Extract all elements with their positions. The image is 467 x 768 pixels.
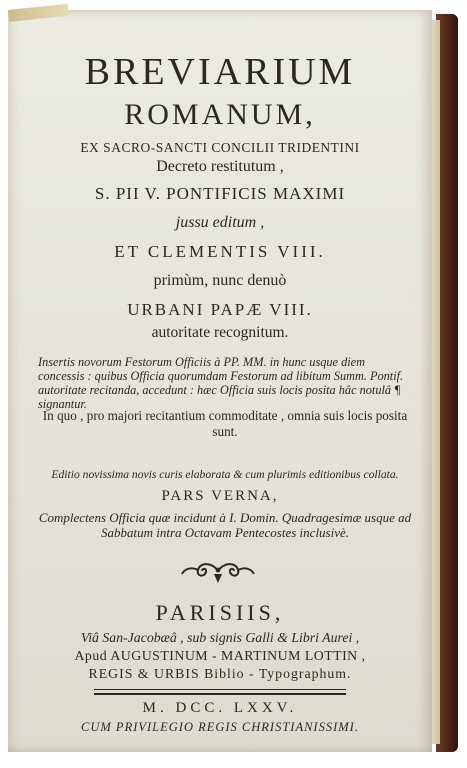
pope-clement-line: ET CLEMENTIS VIII. <box>114 242 326 261</box>
publication-year: M. DCC. LXXV. <box>142 700 298 716</box>
insertis-paragraph: Insertis novorum Festorum Officiis à PP. MM. in hunc usque diem concessis : quibus Officia quorumdam Festorum ad libitum Summ. Pontif. autoritate recitanda, accedunt : hæc Officia suis locis posita hâc notulâ ¶ signantur. <box>38 355 404 411</box>
fleuron-ornament <box>178 558 258 584</box>
bookmark-ribbon <box>8 4 69 22</box>
council-line: EX SACRO-SANCTI CONCILII TRIDENTINI <box>80 140 360 155</box>
autoritate-line: autoritate recognitum. <box>151 324 289 341</box>
royal-privilege: CUM PRIVILEGIO REGIS CHRISTIANISSIMI. <box>81 720 359 734</box>
decree-line: Decreto restitutum , <box>156 158 284 175</box>
double-rule-bottom <box>94 693 346 695</box>
publisher-address: Viâ San-Jacobæâ , sub signis Galli & Libri Aurei , <box>80 630 360 645</box>
part-description: Complectens Officia quæ incidunt à I. Domin. Quadragesimæ usque ad Sabbatum intra Octavam Pentecostes inclusivè. <box>38 510 412 540</box>
printer-name: Apud AUGUSTINUM - MARTINUM LOTTIN , <box>74 648 366 663</box>
double-rule-top <box>94 689 346 690</box>
book-title: BREVIARIUM <box>84 51 356 93</box>
jussu-line: jussu editum , <box>175 214 265 231</box>
part-heading: PARS VERNA, <box>161 488 279 504</box>
book-subtitle: ROMANUM, <box>124 98 316 131</box>
place-of-publication: PARISIIS, <box>155 600 285 625</box>
title-page <box>8 10 432 752</box>
in-quo-paragraph: In quo , pro majori recitantium commoditate , omnia suis locis posita sunt. <box>42 408 408 439</box>
printer-title: REGIS & URBIS Biblio - Typographum. <box>88 666 352 681</box>
pope-urban-line: URBANI PAPÆ VIII. <box>127 300 313 319</box>
edition-note: Editio novissima novis curis elaborata & cum plurimis editionibus collata. <box>51 468 399 481</box>
pope-pius-line: S. PII V. PONTIFICIS MAXIMI <box>94 184 346 203</box>
primum-line: primùm, nunc denuò <box>153 272 287 289</box>
book <box>6 6 460 758</box>
